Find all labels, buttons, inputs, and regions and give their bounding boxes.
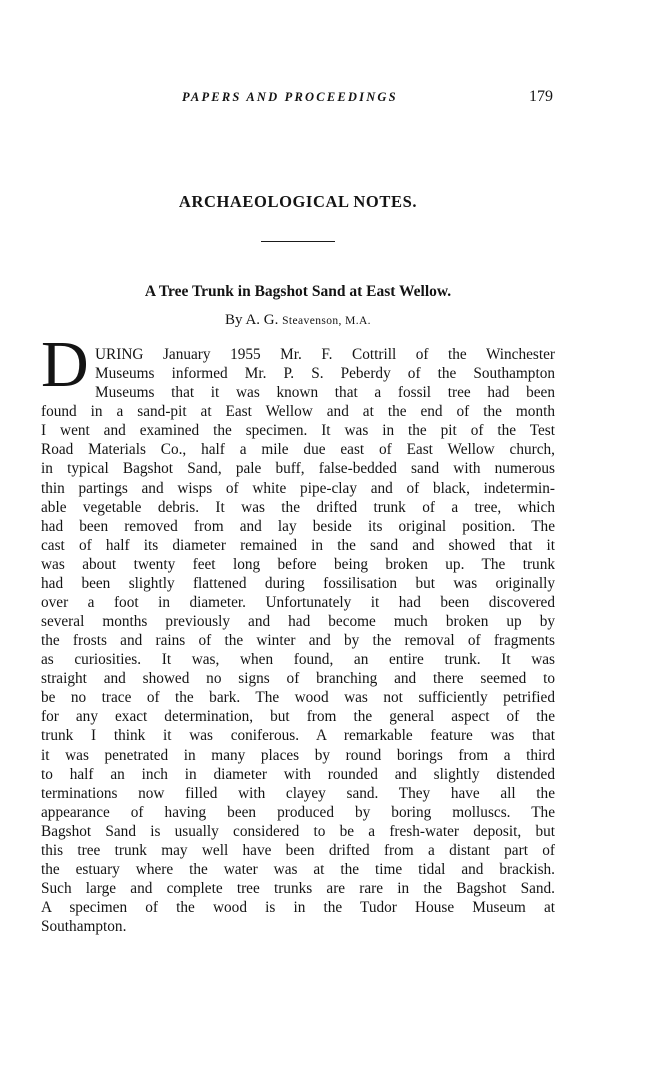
body-line: this tree trunk may well have been drifted from a distant part of (41, 841, 555, 859)
section-title: ARCHAEOLOGICAL NOTES. (178, 192, 418, 211)
body-line: Southampton. (41, 918, 127, 936)
author-degree: M.A. (341, 315, 371, 327)
body-line: thin partings and wisps of white pipe-clay and of black, indetermin- (41, 479, 555, 497)
body-line: be no trace of the bark. The wood was not sufficiently petrified (41, 689, 555, 707)
body-line: appearance of having been produced by boring molluscs. The (41, 803, 555, 821)
body-line: terminations now filled with clayey sand. They have all the (41, 784, 555, 802)
body-line: Museums that it was known that a fossil tree had been (95, 384, 555, 402)
body-line: had been removed from and lay beside its original position. The (41, 517, 555, 535)
body-line: several months previously and had become much broken up by (41, 613, 555, 630)
body-line: A specimen of the wood is in the Tudor House Museum at (41, 899, 555, 916)
body-line: for any exact determination, but from the general aspect of the (41, 708, 555, 726)
body-line: the frosts and rains of the winter and by the removal of fragments (41, 632, 555, 649)
body-line: over a foot in diameter. Unfortunately it had been discovered (41, 593, 555, 611)
body-line: able vegetable debris. It was the drifted trunk of a tree, which (41, 498, 555, 516)
body-line: as curiosities. It was, when found, an entire trunk. It was (41, 651, 555, 669)
body-line: Road Materials Co., half a mile due east of East Wellow church, (41, 441, 555, 459)
body-line: Museums informed Mr. P. S. Peberdy of the Southampton (95, 365, 555, 383)
body-line: was about twenty feet long before being broken up. The trunk (41, 555, 555, 573)
body-line: Such large and complete tree trunks are rare in the Bagshot Sand. (41, 880, 555, 897)
running-header (0, 88, 648, 110)
body-line: found in a sand-pit at East Wellow and at the end of the month (41, 403, 555, 421)
byline-prefix: By A. G. (225, 312, 283, 328)
author-surname: Steavenson, (282, 315, 342, 327)
body-line: URING January 1955 Mr. F. Cottrill of the Winchester (95, 346, 555, 363)
body-line: in typical Bagshot Sand, pale buff, false-bedded sand with numerous (41, 460, 555, 478)
journal-title: PAPERS AND PROCEEDINGS (182, 90, 398, 104)
body-line: I went and examined the specimen. It was in the pit of the Test (41, 422, 555, 440)
body-line: had been slightly flattened during fossilisation but was originally (41, 574, 555, 592)
body-line: it was penetrated in many places by round borings from a third (41, 746, 555, 764)
body-line: to half an inch in diameter with rounded and slightly distended (41, 765, 555, 783)
page-number: 179 (529, 88, 553, 105)
byline (0, 312, 596, 329)
body-line: Bagshot Sand is usually considered to be a fresh-water deposit, but (41, 822, 555, 840)
body-line: trunk I think it was coniferous. A remarkable feature was that (41, 727, 555, 745)
drop-cap: D (41, 328, 89, 401)
body-line: straight and showed no signs of branching and there seemed to (41, 670, 555, 688)
body-line: cast of half its diameter remained in the sand and showed that it (41, 536, 555, 554)
body-line: the estuary where the water was at the time tidal and brackish. (41, 860, 555, 878)
article-title: A Tree Trunk in Bagshot Sand at East Wellow. (144, 283, 452, 300)
ornament-rule (261, 241, 335, 242)
